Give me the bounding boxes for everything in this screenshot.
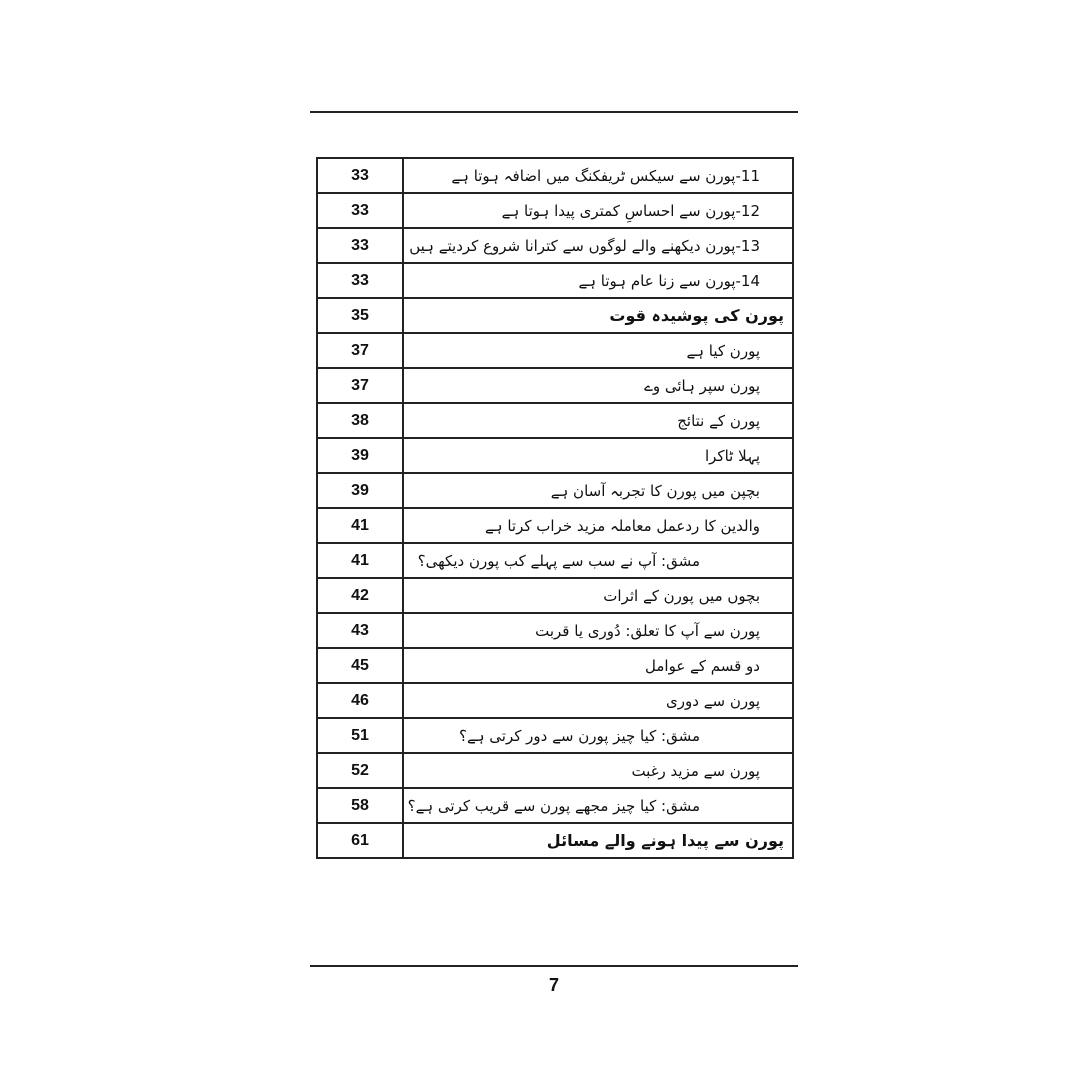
toc-entry-text: 13-پورن دیکھنے والے لوگوں سے کترانا شروع کردیتے ہیں: [409, 236, 760, 255]
toc-row: [317, 683, 793, 718]
page-number: 7: [548, 975, 559, 995]
toc-row: [317, 543, 793, 578]
toc-entry-text: پورن کے نتائج: [677, 411, 760, 430]
toc-row: [317, 438, 793, 473]
toc-entry-text: 11-پورن سے سیکس ٹریفکنگ میں اضافہ ہوتا ہے: [451, 166, 760, 185]
toc-row: [317, 333, 793, 368]
toc-page-number: 42: [317, 578, 403, 613]
table-of-contents: [316, 157, 794, 859]
toc-row: [317, 788, 793, 823]
toc-row: [317, 578, 793, 613]
toc-row: [317, 368, 793, 403]
toc-page-number: 33: [317, 158, 403, 193]
toc-row: [317, 298, 793, 333]
toc-entry-title: [403, 228, 793, 263]
toc-entry-title: [403, 368, 793, 403]
toc-row: [317, 228, 793, 263]
toc-entry-title: [403, 193, 793, 228]
toc-row: [317, 158, 793, 193]
toc-row: [317, 648, 793, 683]
toc-entry-text: دو قسم کے عوامل: [645, 656, 760, 675]
toc-entry-text: پورن سپر ہائی وے: [644, 376, 760, 395]
toc-row: [317, 508, 793, 543]
toc-page-number: 33: [317, 228, 403, 263]
toc-page-number: 39: [317, 438, 403, 473]
toc-page-number: 43: [317, 613, 403, 648]
toc-entry-title: [403, 543, 793, 578]
toc-page-number: 38: [317, 403, 403, 438]
toc-entry-text: پہلا ٹاکرا: [704, 446, 760, 465]
toc-page-number: 52: [317, 753, 403, 788]
toc-page-number: 33: [317, 263, 403, 298]
toc-entry-text: پورن کیا ہے: [686, 341, 760, 360]
toc-entry-text: 14-پورن سے زنا عام ہوتا ہے: [578, 271, 760, 290]
toc-page-number: 61: [317, 823, 403, 858]
toc-entry-text: پورن سے دوری: [666, 691, 760, 710]
toc-page-number: 41: [317, 508, 403, 543]
toc-entry-title: [403, 753, 793, 788]
toc-body: [317, 158, 793, 858]
toc-entry-title: [403, 438, 793, 473]
toc-row: [317, 718, 793, 753]
toc-row: [317, 193, 793, 228]
toc-row: [317, 473, 793, 508]
toc-entry-title: [403, 508, 793, 543]
toc-entry-text: پورن کی پوشیدہ قوت: [609, 305, 784, 325]
header-rule: [310, 111, 798, 113]
toc-page-number: 45: [317, 648, 403, 683]
toc-page-number: 37: [317, 368, 403, 403]
toc-entry-text: والدین کا ردعمل معاملہ مزید خراب کرتا ہے: [484, 516, 760, 535]
toc-page-number: 33: [317, 193, 403, 228]
toc-entry-text: بچوں میں پورن کے اثرات: [603, 586, 760, 605]
toc-entry-title: [403, 613, 793, 648]
toc-entry-text: بچپن میں پورن کا تجربہ آسان ہے: [550, 481, 760, 500]
toc-entry-title: [403, 473, 793, 508]
toc-entry-title: [403, 718, 793, 753]
toc-entry-title: [403, 578, 793, 613]
toc-row: [317, 403, 793, 438]
toc-row: [317, 753, 793, 788]
toc-entry-text: پورن سے آپ کا تعلق: دُوری یا قربت: [535, 621, 760, 640]
toc-page-number: 39: [317, 473, 403, 508]
toc-entry-title: [403, 683, 793, 718]
toc-entry-title: [403, 333, 793, 368]
toc-entry-title: [403, 263, 793, 298]
toc-row: [317, 613, 793, 648]
toc-entry-text: مشق: کیا چیز پورن سے دور کرتی ہے؟: [458, 726, 700, 745]
toc-row: [317, 823, 793, 858]
toc-page-number: 41: [317, 543, 403, 578]
toc-entry-text: 12-پورن سے احساسِ کمتری پیدا ہوتا ہے: [501, 201, 760, 220]
toc-page-number: 46: [317, 683, 403, 718]
toc-page-number: 37: [317, 333, 403, 368]
toc-entry-text: پورن سے پیدا ہونے والے مسائل: [546, 830, 784, 850]
toc-entry-title: [403, 403, 793, 438]
toc-page-number: 51: [317, 718, 403, 753]
toc-entry-title: [403, 158, 793, 193]
toc-entry-text: مشق: کیا چیز مجھے پورن سے قریب کرتی ہے؟: [407, 796, 700, 815]
toc-entry-title: [403, 823, 793, 858]
toc-entry-title: [403, 648, 793, 683]
footer-rule: [310, 965, 798, 967]
toc-entry-title: [403, 298, 793, 333]
toc-entry-title: [403, 788, 793, 823]
toc-page-number: 58: [317, 788, 403, 823]
toc-row: [317, 263, 793, 298]
toc-entry-text: پورن سے مزید رغبت: [631, 761, 760, 780]
toc-entry-text: مشق: آپ نے سب سے پہلے کب پورن دیکھی؟: [417, 551, 700, 570]
toc-page-number: 35: [317, 298, 403, 333]
